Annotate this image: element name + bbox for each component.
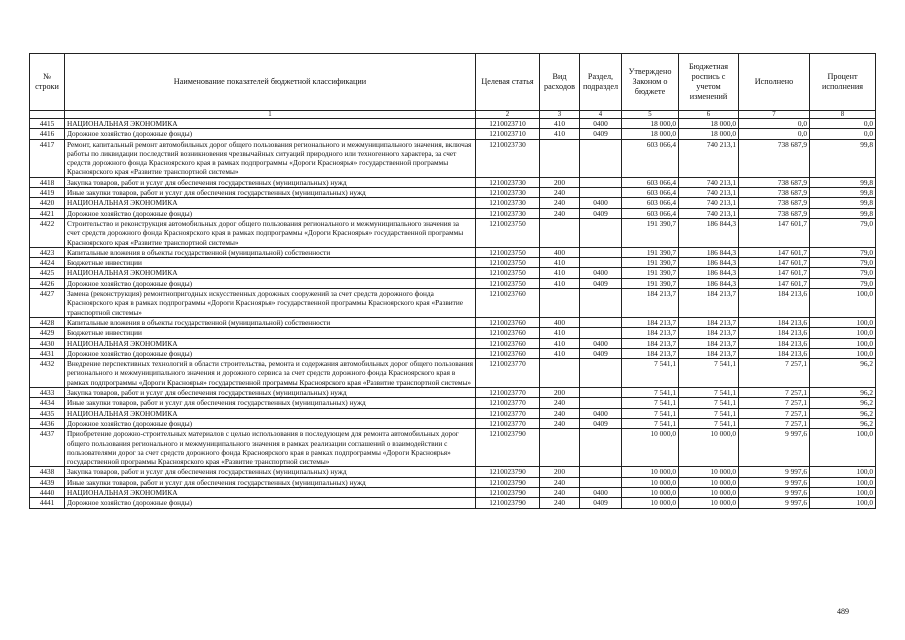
row-section: 0409 (580, 498, 622, 508)
row-expense-type (540, 429, 580, 467)
row-budget-list: 186 844,3 (679, 258, 739, 268)
table-row (30, 348, 876, 358)
row-approved: 191 390,7 (622, 258, 679, 268)
row-budget-list: 18 000,0 (679, 119, 739, 129)
table-row (30, 289, 876, 318)
row-name: Дорожное хозяйство (дорожные фонды) (65, 498, 476, 508)
row-executed: 7 257,1 (739, 408, 810, 418)
row-budget-list: 186 844,3 (679, 278, 739, 288)
table-row (30, 408, 876, 418)
row-executed: 0,0 (739, 129, 810, 139)
row-budget-list: 740 213,1 (679, 177, 739, 187)
row-approved: 10 000,0 (622, 498, 679, 508)
row-budget-list: 10 000,0 (679, 429, 739, 467)
row-expense-type: 240 (540, 398, 580, 408)
row-executed: 147 601,7 (739, 247, 810, 257)
table-row (30, 418, 876, 428)
row-number: 4418 (30, 177, 65, 187)
table-body (30, 119, 876, 509)
row-number: 4430 (30, 338, 65, 348)
row-budget-list: 7 541,1 (679, 408, 739, 418)
row-target: 1210023790 (476, 477, 540, 487)
row-section: 0400 (580, 119, 622, 129)
row-name: НАЦИОНАЛЬНАЯ ЭКОНОМИКА (65, 198, 476, 208)
table-row (30, 258, 876, 268)
table-row (30, 247, 876, 257)
row-target: 1210023730 (476, 188, 540, 198)
row-number: 4436 (30, 418, 65, 428)
header-approved: Утверждено Законом о бюджете (622, 54, 679, 111)
row-percent: 100,0 (810, 328, 876, 338)
table-row (30, 398, 876, 408)
row-budget-list: 740 213,1 (679, 139, 739, 177)
header-expense-type: Вид расходов (540, 54, 580, 111)
row-number: 4427 (30, 289, 65, 318)
header-section: Раздел, подраздел (580, 54, 622, 111)
row-executed: 9 997,6 (739, 487, 810, 497)
row-budget-list: 10 000,0 (679, 467, 739, 477)
table-row (30, 268, 876, 278)
row-approved: 191 390,7 (622, 218, 679, 247)
row-expense-type: 410 (540, 338, 580, 348)
row-percent: 79,0 (810, 218, 876, 247)
column-number: 6 (679, 111, 739, 119)
row-executed: 184 213,6 (739, 289, 810, 318)
row-budget-list: 186 844,3 (679, 218, 739, 247)
row-target: 1210023790 (476, 498, 540, 508)
row-number: 4441 (30, 498, 65, 508)
row-expense-type: 240 (540, 408, 580, 418)
table-row (30, 198, 876, 208)
row-target: 1210023760 (476, 338, 540, 348)
row-percent: 96,2 (810, 408, 876, 418)
row-budget-list: 184 213,7 (679, 348, 739, 358)
row-target: 1210023730 (476, 139, 540, 177)
row-expense-type: 410 (540, 129, 580, 139)
row-executed: 184 213,6 (739, 338, 810, 348)
row-budget-list: 7 541,1 (679, 388, 739, 398)
row-section: 0400 (580, 408, 622, 418)
row-expense-type: 240 (540, 418, 580, 428)
row-target: 1210023750 (476, 268, 540, 278)
row-approved: 7 541,1 (622, 408, 679, 418)
row-name: Бюджетные инвестиции (65, 328, 476, 338)
row-approved: 7 541,1 (622, 388, 679, 398)
row-target: 1210023760 (476, 348, 540, 358)
row-name: Капитальные вложения в объекты государственной (муниципальной) собственности (65, 317, 476, 327)
row-target: 1210023750 (476, 278, 540, 288)
budget-table (29, 53, 876, 509)
row-name: Закупка товаров, работ и услуг для обеспечения государственных (муниципальных) нужд (65, 177, 476, 187)
row-percent: 96,2 (810, 398, 876, 408)
row-expense-type: 410 (540, 258, 580, 268)
row-expense-type: 200 (540, 467, 580, 477)
row-target: 1210023730 (476, 208, 540, 218)
row-number: 4416 (30, 129, 65, 139)
row-number: 4434 (30, 398, 65, 408)
row-section (580, 328, 622, 338)
row-percent: 100,0 (810, 477, 876, 487)
row-approved: 191 390,7 (622, 278, 679, 288)
row-approved: 184 213,7 (622, 338, 679, 348)
column-number: 8 (810, 111, 876, 119)
row-name: Строительство и реконструкция автомобильных дорог общего пользования регионального и межмуниципального значения за счет средств дорожного фонда Красноярского края в рамках подпрограммы «Дороги Красноярья» государственной программы Красноярского края «Развитие транспортной системы» (65, 218, 476, 247)
row-name: Иные закупки товаров, работ и услуг для обеспечения государственных (муниципальных) нужд (65, 398, 476, 408)
row-target: 1210023770 (476, 398, 540, 408)
row-section (580, 188, 622, 198)
row-expense-type: 240 (540, 477, 580, 487)
row-name: Дорожное хозяйство (дорожные фонды) (65, 208, 476, 218)
row-expense-type: 200 (540, 177, 580, 187)
row-budget-list: 10 000,0 (679, 498, 739, 508)
row-percent: 96,2 (810, 418, 876, 428)
row-number: 4439 (30, 477, 65, 487)
row-executed: 738 687,9 (739, 188, 810, 198)
column-number (30, 111, 65, 119)
row-budget-list: 740 213,1 (679, 198, 739, 208)
row-target: 1210023750 (476, 247, 540, 257)
row-budget-list: 184 213,7 (679, 338, 739, 348)
table-header-row (30, 54, 876, 111)
row-percent: 0,0 (810, 119, 876, 129)
table-row (30, 467, 876, 477)
row-approved: 10 000,0 (622, 429, 679, 467)
row-budget-list: 186 844,3 (679, 247, 739, 257)
row-section (580, 359, 622, 388)
row-expense-type (540, 139, 580, 177)
row-number: 4422 (30, 218, 65, 247)
header-target: Целевая статья (476, 54, 540, 111)
row-expense-type: 410 (540, 328, 580, 338)
row-number: 4440 (30, 487, 65, 497)
row-number: 4417 (30, 139, 65, 177)
row-expense-type: 410 (540, 278, 580, 288)
row-name: НАЦИОНАЛЬНАЯ ЭКОНОМИКА (65, 487, 476, 497)
row-executed: 9 997,6 (739, 467, 810, 477)
row-executed: 9 997,6 (739, 429, 810, 467)
row-name: Дорожное хозяйство (дорожные фонды) (65, 129, 476, 139)
row-name: НАЦИОНАЛЬНАЯ ЭКОНОМИКА (65, 408, 476, 418)
row-target: 1210023770 (476, 388, 540, 398)
row-target: 1210023760 (476, 328, 540, 338)
row-percent: 100,0 (810, 338, 876, 348)
table-row (30, 338, 876, 348)
row-section (580, 247, 622, 257)
row-target: 1210023770 (476, 418, 540, 428)
column-number: 7 (739, 111, 810, 119)
row-approved: 184 213,7 (622, 348, 679, 358)
row-number: 4432 (30, 359, 65, 388)
row-number: 4428 (30, 317, 65, 327)
row-budget-list: 18 000,0 (679, 129, 739, 139)
column-number: 5 (622, 111, 679, 119)
row-section (580, 317, 622, 327)
row-number: 4431 (30, 348, 65, 358)
row-executed: 738 687,9 (739, 198, 810, 208)
row-percent: 100,0 (810, 487, 876, 497)
row-percent: 100,0 (810, 429, 876, 467)
table-row (30, 388, 876, 398)
row-expense-type: 240 (540, 498, 580, 508)
row-name: НАЦИОНАЛЬНАЯ ЭКОНОМИКА (65, 338, 476, 348)
table-row (30, 218, 876, 247)
row-target: 1210023760 (476, 317, 540, 327)
row-expense-type: 400 (540, 247, 580, 257)
row-section (580, 398, 622, 408)
row-target: 1210023710 (476, 119, 540, 129)
row-executed: 147 601,7 (739, 278, 810, 288)
budget-report-sheet (29, 53, 875, 509)
row-approved: 184 213,7 (622, 328, 679, 338)
table-row (30, 498, 876, 508)
row-section: 0400 (580, 338, 622, 348)
row-approved: 603 066,4 (622, 208, 679, 218)
table-row (30, 278, 876, 288)
row-name: Приобретение дорожно-строительных материалов с целью использования в последующем для ремонта автомобильных дорог общего пользования регионального и межмуниципального значения в рамках реализации соглашений о взаимодействии с пользователями дорог за счет средств дорожного фонда Красноярского края в рамках подпрограммы «Дороги Красноярья» государственной программы Красноярского края «Развитие транспортной системы» (65, 429, 476, 467)
row-section (580, 218, 622, 247)
row-section (580, 477, 622, 487)
row-expense-type: 410 (540, 268, 580, 278)
header-row-no: № строки (30, 54, 65, 111)
page-number: 489 (837, 607, 849, 616)
row-executed: 738 687,9 (739, 139, 810, 177)
column-number: 4 (580, 111, 622, 119)
row-expense-type: 410 (540, 119, 580, 129)
table-row (30, 328, 876, 338)
row-number: 4425 (30, 268, 65, 278)
row-number: 4437 (30, 429, 65, 467)
row-approved: 7 541,1 (622, 418, 679, 428)
row-budget-list: 10 000,0 (679, 477, 739, 487)
row-name: Дорожное хозяйство (дорожные фонды) (65, 348, 476, 358)
row-budget-list: 740 213,1 (679, 208, 739, 218)
row-percent: 99,8 (810, 139, 876, 177)
row-percent: 96,2 (810, 359, 876, 388)
row-expense-type: 200 (540, 388, 580, 398)
row-budget-list: 7 541,1 (679, 398, 739, 408)
row-target: 1210023730 (476, 198, 540, 208)
row-section (580, 177, 622, 187)
row-executed: 738 687,9 (739, 208, 810, 218)
row-budget-list: 184 213,7 (679, 328, 739, 338)
row-section (580, 289, 622, 318)
row-approved: 7 541,1 (622, 359, 679, 388)
row-target: 1210023790 (476, 467, 540, 477)
row-number: 4421 (30, 208, 65, 218)
row-expense-type: 240 (540, 208, 580, 218)
row-name: Закупка товаров, работ и услуг для обеспечения государственных (муниципальных) нужд (65, 467, 476, 477)
row-percent: 100,0 (810, 467, 876, 477)
row-target: 1210023770 (476, 359, 540, 388)
row-expense-type (540, 359, 580, 388)
row-executed: 9 997,6 (739, 498, 810, 508)
table-row (30, 317, 876, 327)
row-target: 1210023790 (476, 487, 540, 497)
row-number: 4420 (30, 198, 65, 208)
row-name: Бюджетные инвестиции (65, 258, 476, 268)
row-approved: 10 000,0 (622, 477, 679, 487)
row-expense-type: 240 (540, 487, 580, 497)
header-executed: Исполнено (739, 54, 810, 111)
row-number: 4415 (30, 119, 65, 129)
row-approved: 191 390,7 (622, 268, 679, 278)
row-approved: 18 000,0 (622, 129, 679, 139)
row-section (580, 139, 622, 177)
row-executed: 184 213,6 (739, 328, 810, 338)
row-approved: 603 066,4 (622, 177, 679, 187)
row-target: 1210023760 (476, 289, 540, 318)
row-approved: 10 000,0 (622, 467, 679, 477)
row-name: Капитальные вложения в объекты государственной (муниципальной) собственности (65, 247, 476, 257)
row-percent: 99,8 (810, 188, 876, 198)
row-percent: 79,0 (810, 278, 876, 288)
row-approved: 10 000,0 (622, 487, 679, 497)
table-row (30, 177, 876, 187)
column-number: 3 (540, 111, 580, 119)
row-number: 4429 (30, 328, 65, 338)
row-section: 0409 (580, 418, 622, 428)
row-section: 0409 (580, 278, 622, 288)
row-expense-type: 410 (540, 348, 580, 358)
row-name: Замена (реконструкция) ремонтнопригодных искусственных дорожных сооружений за счет средств дорожного фонда Красноярского края в рамках подпрограммы «Дороги Красноярья» государственной программы Красноярского края «Развитие транспортной системы» (65, 289, 476, 318)
row-approved: 184 213,7 (622, 289, 679, 318)
row-section: 0400 (580, 198, 622, 208)
row-section (580, 429, 622, 467)
row-approved: 603 066,4 (622, 188, 679, 198)
row-section: 0400 (580, 268, 622, 278)
row-name: Дорожное хозяйство (дорожные фонды) (65, 278, 476, 288)
row-percent: 100,0 (810, 498, 876, 508)
table-row (30, 129, 876, 139)
row-budget-list: 184 213,7 (679, 289, 739, 318)
row-section: 0409 (580, 348, 622, 358)
row-section: 0409 (580, 208, 622, 218)
row-percent: 79,0 (810, 268, 876, 278)
row-number: 4424 (30, 258, 65, 268)
row-executed: 7 257,1 (739, 398, 810, 408)
table-row (30, 139, 876, 177)
row-percent: 99,8 (810, 177, 876, 187)
row-number: 4438 (30, 467, 65, 477)
row-target: 1210023770 (476, 408, 540, 418)
row-target: 1210023750 (476, 258, 540, 268)
row-budget-list: 740 213,1 (679, 188, 739, 198)
row-executed: 9 997,6 (739, 477, 810, 487)
row-executed: 184 213,6 (739, 317, 810, 327)
row-executed: 738 687,9 (739, 177, 810, 187)
row-percent: 79,0 (810, 247, 876, 257)
row-target: 1210023730 (476, 177, 540, 187)
row-number: 4426 (30, 278, 65, 288)
table-row (30, 487, 876, 497)
row-percent: 99,8 (810, 198, 876, 208)
row-executed: 0,0 (739, 119, 810, 129)
row-expense-type: 240 (540, 188, 580, 198)
table-row (30, 208, 876, 218)
row-percent: 79,0 (810, 258, 876, 268)
table-row (30, 429, 876, 467)
row-percent: 100,0 (810, 289, 876, 318)
row-executed: 147 601,7 (739, 218, 810, 247)
row-executed: 7 257,1 (739, 418, 810, 428)
row-percent: 0,0 (810, 129, 876, 139)
row-number: 4419 (30, 188, 65, 198)
row-executed: 184 213,6 (739, 348, 810, 358)
row-name: Ремонт, капитальный ремонт автомобильных дорог общего пользования регионального и межмуниципального значения, включая работы по ликвидации последствий возникновения чрезвычайных ситуаций природного или техногенного характера, за счет средств дорожного фонда Красноярского края в рамках подпрограммы «Дороги Красноярья» государственной программы Красноярского края «Развитие транспортной системы» (65, 139, 476, 177)
row-executed: 7 257,1 (739, 359, 810, 388)
row-expense-type (540, 289, 580, 318)
row-target: 1210023710 (476, 129, 540, 139)
row-approved: 603 066,4 (622, 139, 679, 177)
row-section: 0400 (580, 487, 622, 497)
row-name: Закупка товаров, работ и услуг для обеспечения государственных (муниципальных) нужд (65, 388, 476, 398)
row-target: 1210023790 (476, 429, 540, 467)
column-number: 1 (65, 111, 476, 119)
column-number: 2 (476, 111, 540, 119)
table-row (30, 119, 876, 129)
row-name: НАЦИОНАЛЬНАЯ ЭКОНОМИКА (65, 119, 476, 129)
row-name: Иные закупки товаров, работ и услуг для обеспечения государственных (муниципальных) нужд (65, 477, 476, 487)
table-row (30, 359, 876, 388)
header-budget-list: Бюджетная роспись с учетом изменений (679, 54, 739, 111)
row-expense-type: 400 (540, 317, 580, 327)
row-budget-list: 7 541,1 (679, 418, 739, 428)
row-name: Иные закупки товаров, работ и услуг для обеспечения государственных (муниципальных) нужд (65, 188, 476, 198)
header-percent: Процент исполнения (810, 54, 876, 111)
row-section (580, 258, 622, 268)
row-budget-list: 10 000,0 (679, 487, 739, 497)
row-approved: 7 541,1 (622, 398, 679, 408)
row-executed: 147 601,7 (739, 258, 810, 268)
row-approved: 603 066,4 (622, 198, 679, 208)
row-budget-list: 186 844,3 (679, 268, 739, 278)
column-number-row (30, 111, 876, 119)
row-approved: 184 213,7 (622, 317, 679, 327)
row-approved: 191 390,7 (622, 247, 679, 257)
row-section (580, 467, 622, 477)
row-number: 4435 (30, 408, 65, 418)
row-expense-type (540, 218, 580, 247)
row-name: Внедрение перспективных технологий в области строительства, ремонта и содержания автомобильных дорог общего пользования регионального и межмуниципального значения и дорожного сервиса за счет средств дорожного фонда Красноярского края в рамках подпрограммы «Дороги Красноярья» государственной программы Красноярского края «Развитие транспортной системы» (65, 359, 476, 388)
header-name: Наименование показателей бюджетной классификации (65, 54, 476, 111)
row-approved: 18 000,0 (622, 119, 679, 129)
row-target: 1210023750 (476, 218, 540, 247)
row-section: 0409 (580, 129, 622, 139)
row-percent: 100,0 (810, 317, 876, 327)
row-budget-list: 7 541,1 (679, 359, 739, 388)
row-name: Дорожное хозяйство (дорожные фонды) (65, 418, 476, 428)
row-percent: 99,8 (810, 208, 876, 218)
row-expense-type: 240 (540, 198, 580, 208)
table-row (30, 477, 876, 487)
row-name: НАЦИОНАЛЬНАЯ ЭКОНОМИКА (65, 268, 476, 278)
row-executed: 7 257,1 (739, 388, 810, 398)
row-number: 4423 (30, 247, 65, 257)
row-budget-list: 184 213,7 (679, 317, 739, 327)
row-section (580, 388, 622, 398)
row-percent: 100,0 (810, 348, 876, 358)
row-executed: 147 601,7 (739, 268, 810, 278)
row-percent: 96,2 (810, 388, 876, 398)
row-number: 4433 (30, 388, 65, 398)
table-row (30, 188, 876, 198)
